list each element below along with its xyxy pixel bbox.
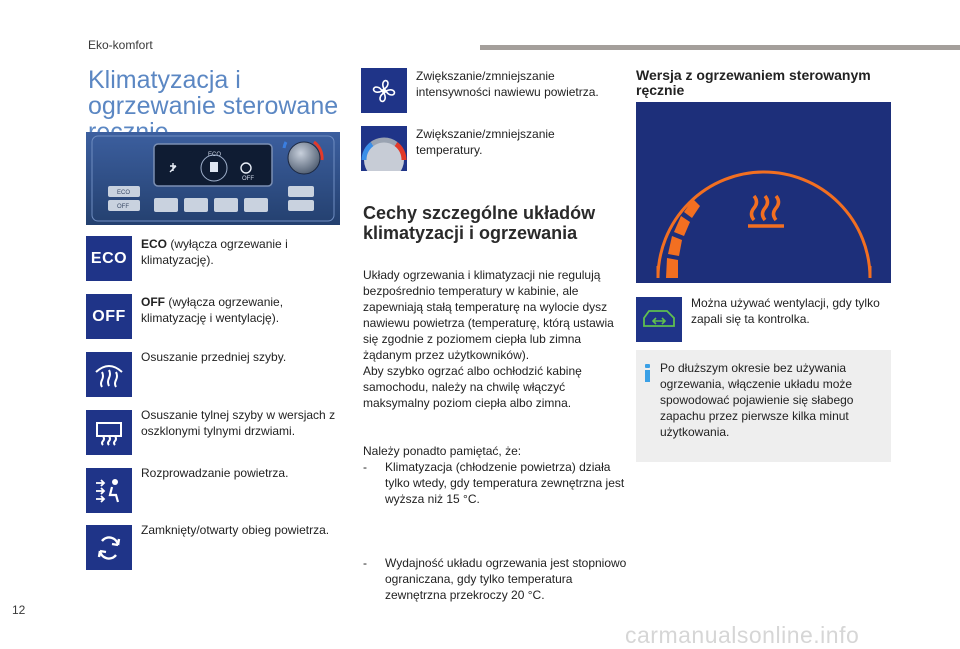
eco-icon: ECO	[86, 236, 132, 281]
front-defrost-description: Osuszanie przedniej szyby.	[141, 350, 287, 364]
heater-dial-svg	[636, 102, 891, 283]
panel-off-label: OFF	[117, 204, 129, 210]
control-panel-illustration	[86, 132, 340, 225]
temperature-dial-icon	[361, 126, 407, 171]
air-distribution-description: Rozprowadzanie powietrza.	[141, 466, 289, 480]
heater-dial-illustration	[636, 102, 891, 283]
bullet-item: - Klimatyzacja (chłodzenie powietrza) działa tylko wtedy, gdy temperatura zewnętrzna jest wyższa niż 15 °C.	[363, 460, 625, 506]
features-heading: Cechy szczególne układów klimatyzacji i ogrzewania	[363, 203, 596, 243]
fan-icon	[361, 68, 407, 113]
ventilation-indicator-icon	[636, 297, 682, 342]
display-off-label: OFF	[242, 176, 254, 182]
section-label: Eko-komfort	[88, 38, 153, 52]
manual-heating-heading: Wersja z ogrzewaniem sterowanym ręcznie	[636, 67, 871, 98]
control-panel-svg	[86, 132, 340, 225]
rear-defrost-description: Osuszanie tylnej szyby w wersjach z oszklonymi tylnymi drzwiami.	[141, 408, 336, 438]
air-recirculation-description: Zamknięty/otwarty obieg powietrza.	[141, 523, 330, 537]
info-icon	[645, 364, 650, 382]
features-paragraph-3: Należy ponadto pamiętać, że:	[363, 444, 522, 458]
off-description: OFF (wyłącza ogrzewanie, klimatyzację i wentylację).	[141, 295, 284, 325]
rear-defrost-icon	[86, 410, 132, 455]
features-paragraph-1: Układy ogrzewania i klimatyzacji nie regulują bezpośrednio temperatury w kabinie, ale zapewniają stałą temperaturę na wylocie dysz nawiewu powietrza (temperaturę, którą ustawia się zgodnie z poziomem ciepła lub zimna żądanym przez użytkowników).	[363, 268, 614, 362]
temperature-description: Zwiększanie/zmniejszanie temperatury.	[416, 127, 555, 157]
panel-eco-label: ECO	[117, 190, 131, 196]
display-eco-label: ECO	[208, 152, 222, 158]
features-paragraph-2: Aby szybko ogrzać albo ochłodzić kabinę samochodu, należy na chwilę włączyć maksymalny poziom ciepła albo zimna.	[363, 364, 582, 410]
page-title: Klimatyzacja i ogrzewanie sterowane	[88, 66, 339, 120]
front-defrost-icon	[86, 352, 132, 397]
ventilation-description: Można używać wentylacji, gdy tylko zapali się ta kontrolka.	[691, 296, 880, 326]
air-distribution-icon	[86, 468, 132, 513]
watermark: carmanualsonline.info	[625, 622, 860, 648]
fan-speed-description: Zwiększanie/zmniejszanie intensywności nawiewu powietrza.	[416, 69, 599, 99]
header-rule	[480, 45, 960, 50]
seat-heat-icon	[748, 196, 784, 226]
info-text: Po dłuższym okresie bez używania ogrzewania, włączenie układu może spowodować pojawienie się słabego zapachu przez pierwsze kilka minut użytkowania.	[660, 361, 854, 439]
info-box	[636, 350, 891, 462]
air-recirculation-icon	[86, 525, 132, 570]
bullet-item: - Wydajność układu ogrzewania jest stopniowo ograniczana, gdy tylko temperatura zewnętrzna przekroczy 20 °C.	[363, 556, 627, 602]
off-icon: OFF	[86, 294, 132, 339]
page-number: 12	[12, 603, 26, 617]
eco-description: ECO (wyłącza ogrzewanie i klimatyzację).	[141, 237, 288, 267]
